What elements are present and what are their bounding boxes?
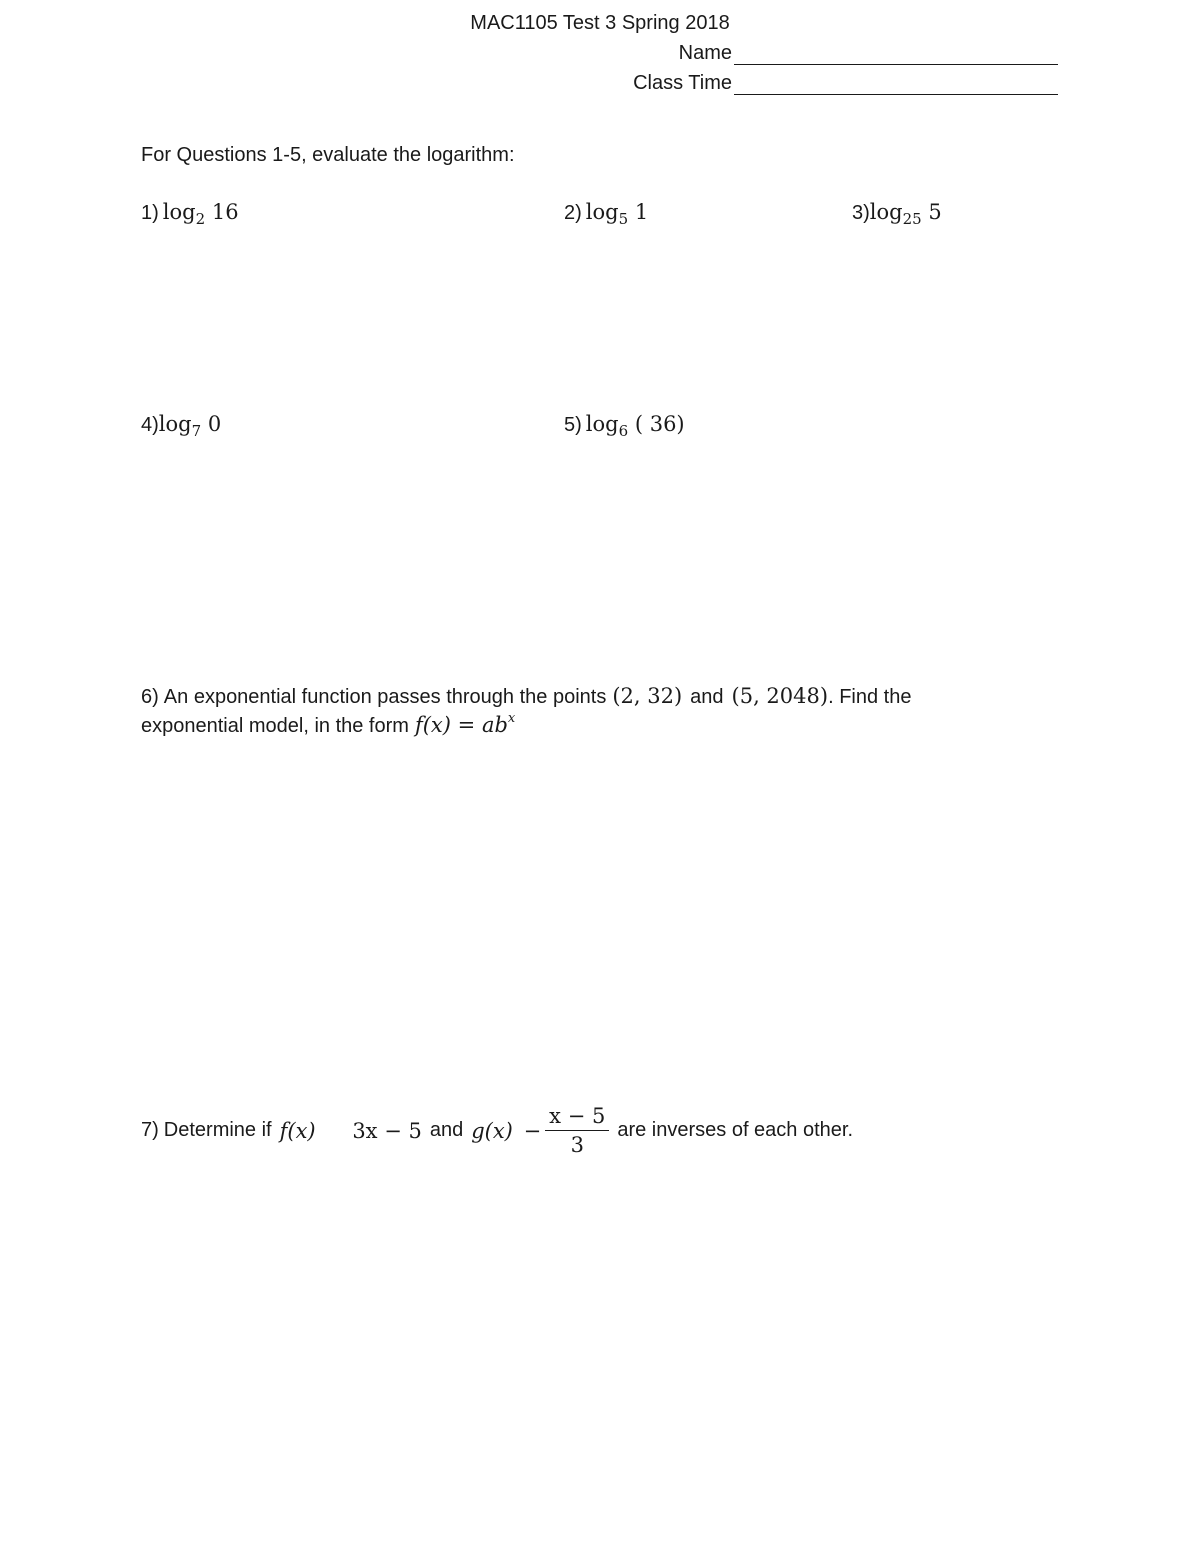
log-function: log bbox=[162, 200, 196, 224]
question-number: 1) bbox=[141, 202, 159, 224]
question-6 bbox=[141, 684, 911, 738]
name-label: Name bbox=[678, 42, 732, 64]
question-7 bbox=[141, 1104, 853, 1157]
function-f-rhs: 3x − 5 bbox=[352, 1118, 422, 1143]
log-function: log bbox=[158, 412, 192, 436]
class-time-blank bbox=[734, 74, 1058, 95]
log-argument: 16 bbox=[211, 200, 239, 224]
question-number: 3) bbox=[852, 202, 870, 224]
log-base: 7 bbox=[191, 422, 202, 440]
model-base: ab bbox=[481, 713, 508, 737]
point-2: (5, 2048) bbox=[731, 684, 829, 708]
log-base: 6 bbox=[618, 422, 629, 440]
question-4 bbox=[141, 412, 222, 440]
log-function: log bbox=[585, 412, 619, 436]
instructions: For Questions 1-5, evaluate the logarithm: bbox=[141, 144, 515, 166]
log-argument: ( 36) bbox=[634, 412, 685, 436]
log-base: 25 bbox=[902, 210, 922, 228]
question-number: 7) bbox=[141, 1119, 159, 1141]
function-f: f(x) bbox=[279, 1118, 316, 1143]
model-lhs: f(x) bbox=[414, 713, 451, 737]
question-text: An exponential function passes through the points bbox=[163, 686, 607, 708]
question-text-end: are inverses of each other. bbox=[617, 1119, 854, 1141]
question-text-end: . Find the bbox=[828, 686, 912, 708]
log-function: log bbox=[869, 200, 903, 224]
fraction bbox=[545, 1104, 609, 1157]
question-2 bbox=[564, 200, 649, 228]
question-text: exponential model, in the form bbox=[141, 715, 409, 737]
log-base: 5 bbox=[618, 210, 629, 228]
fraction-numerator: x − 5 bbox=[545, 1104, 609, 1131]
name-field bbox=[679, 42, 1058, 65]
model-equals: = bbox=[457, 713, 476, 737]
question-1 bbox=[141, 200, 239, 228]
question-6-line-2 bbox=[141, 713, 911, 738]
question-number: 6) bbox=[141, 686, 159, 708]
name-blank bbox=[734, 44, 1058, 65]
log-argument: 0 bbox=[207, 412, 222, 436]
question-number: 2) bbox=[564, 202, 582, 224]
log-function: log bbox=[585, 200, 619, 224]
question-6-line-1 bbox=[141, 684, 911, 709]
model-exponent: x bbox=[507, 711, 516, 726]
question-number: 4) bbox=[141, 414, 159, 436]
fraction-denominator: 3 bbox=[570, 1133, 584, 1157]
question-number: 5) bbox=[564, 414, 582, 436]
function-g-sign: − bbox=[523, 1118, 542, 1143]
point-1: (2, 32) bbox=[612, 684, 683, 708]
question-text: Determine if bbox=[163, 1119, 272, 1141]
log-base: 2 bbox=[195, 210, 206, 228]
log-argument: 1 bbox=[634, 200, 649, 224]
log-argument: 5 bbox=[928, 200, 942, 224]
question-3 bbox=[852, 200, 942, 228]
class-time-label: Class Time bbox=[633, 72, 732, 94]
function-g: g(x) bbox=[471, 1118, 513, 1143]
page-title: MAC1105 Test 3 Spring 2018 bbox=[470, 12, 730, 34]
question-5 bbox=[564, 412, 685, 440]
class-time-field bbox=[633, 72, 1058, 95]
conjunction: and bbox=[429, 1119, 464, 1141]
conjunction: and bbox=[690, 686, 724, 708]
